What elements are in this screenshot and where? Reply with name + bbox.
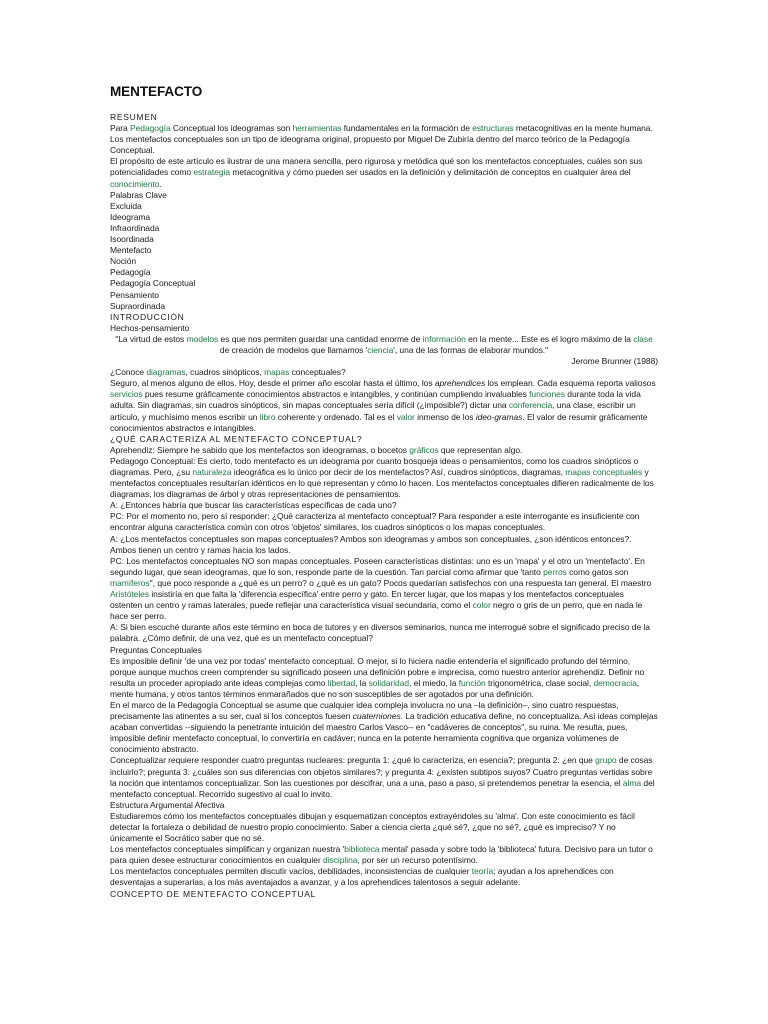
text-run: CONCEPTO DE MENTEFACTO CONCEPTUAL — [110, 888, 317, 899]
text-run: inmenso de los — [414, 411, 476, 422]
emphasis-text: aprehendices — [434, 378, 486, 389]
text-run: ', una de las formas de elaborar mundos." — [393, 344, 549, 355]
text-run: metacognitivas en la mente humana. — [513, 123, 653, 134]
text-run: Mentefacto — [110, 245, 152, 256]
text-run: . El valor de resumir gráficamente conocimientos abstractos e intangibles. — [110, 411, 648, 433]
keyword-link[interactable]: conferencia — [508, 400, 553, 411]
keyword-link[interactable]: teoría — [471, 866, 494, 877]
text-run: Es imposible definir 'de una vez por todas' mentefacto conceptual. O mejor, si lo hiciera nadie entendería el significado profundo del término, porque aunque muchos creen comprender su significado poseen una definición pobre e imprecisa, como nuestro anterior aprehendiz. Definir no resulta un proceder apropiado ante ideas complejas como — [110, 655, 645, 688]
text-run: mental' pasada y sobre todo la 'biblioteca' futura. Decisivo para un tutor o para quien desee estructurar conocimientos en cualquier — [110, 844, 653, 866]
text-run: Los mentefactos conceptuales simplifican y organizan nuestra ' — [110, 844, 345, 855]
paragraph — [110, 445, 658, 456]
text-run: Noción — [110, 256, 137, 267]
keyword-link[interactable]: solidaridad — [368, 677, 410, 688]
emphasis-text: ideo-gramas — [475, 411, 523, 422]
text-run: Estructura Argumental Afectiva — [110, 799, 225, 810]
keyword-link[interactable]: biblioteca — [344, 844, 380, 855]
paragraph — [110, 245, 658, 256]
paragraph — [110, 267, 658, 278]
text-run: Pensamiento — [110, 289, 159, 300]
text-run: ideográfica es lo único por decir de los mentefactos? Así, cuadros sinópticos, diagramas, — [231, 467, 566, 477]
text-run: Jerome Brunner (1988) — [571, 356, 658, 367]
text-run: Pedagogía Conceptual — [110, 278, 196, 289]
keyword-link[interactable]: libro — [259, 411, 276, 422]
text-run: El propósito de este artículo es ilustrar de una manera sencilla, pero rigurosa y metódica qué son los mentefactos conceptuales, cuáles son sus potencialidades como — [110, 156, 643, 178]
text-run: Hechos-pensamiento — [110, 322, 190, 333]
text-run: en la mente... Este es el logro máximo de la — [465, 333, 634, 344]
article — [110, 84, 658, 900]
text-run: A: ¿Los mentefactos conceptuales son mapas conceptuales? Ambos son ideogramas y ambos son conceptuales, ¿son idénticos entonces?. Ambos tienen un centro y ramas hacia los lados. — [110, 533, 632, 555]
paragraph — [110, 278, 658, 289]
text-run: ; ayudan a los aprehendices con desventajas a superarlas, a los más aventajados a avanzar, y a los aprehendices talentosos a seguir adelante. — [110, 866, 614, 888]
text-run: , mente humana, y otros tantos términos enmarañados que no son susceptibles de ser agotados por una definición. — [110, 677, 640, 699]
text-run: trigonométrica, clase social, — [485, 677, 594, 688]
paragraph — [110, 500, 658, 511]
keyword-link[interactable]: estrategia — [193, 167, 231, 178]
emphasis-text: cuaterniones — [352, 711, 401, 722]
paragraph — [110, 556, 658, 623]
keyword-link[interactable]: gráficos — [409, 444, 439, 455]
text-run: pues resume gráficamente conocimientos abstractos e intangibles, y continúan cumpliendo invaluables — [142, 389, 530, 400]
article-body — [110, 112, 658, 900]
text-run: negro o gris de un perro, que en nada le hace ser perro. — [110, 600, 643, 622]
paragraph — [110, 622, 658, 644]
paragraph — [110, 434, 658, 445]
keyword-link[interactable]: mapas conceptuales — [565, 467, 643, 477]
text-run: "La virtud de estos — [115, 333, 187, 344]
keyword-link[interactable]: diagramas — [146, 367, 186, 378]
text-run: Estudiaremos cómo los mentefactos conceptuales dibujan y esquematizan conceptos extrayéndoles su 'alma'. Con este conocimiento es fácil detectar la fortaleza o debilidad de nuestro propio conocimiento. Saber a ciencia cierta ¿qué sé?, ¿que no sé?, ¿qué es impreciso? Y no únicamente el Socrático saber que no sé. — [110, 810, 635, 844]
keyword-link[interactable]: funciones — [529, 389, 565, 400]
text-run: Los mentefactos conceptuales permiten discutir vacíos, debilidades, inconsistencias de cualquier — [110, 866, 472, 877]
text-run: , una clase, escribir un artículo, y muchísimo menos escribir un — [110, 400, 636, 422]
keyword-link[interactable]: función — [458, 677, 486, 688]
keyword-link[interactable]: libertad — [327, 677, 356, 688]
paragraph — [110, 378, 658, 433]
text-run: de cosas incluirlo?; pregunta 3: ¿cuáles son sus diferencias con objetos similares?; y pregunta 4: ¿existen subtipos suyos? Cuatro preguntas vertidas sobre la noción que intentamos conceptualizar. Son las cuestiones por descifrar, una a una, paso a paso, si pretendemos penetrar la esencia, el — [110, 755, 653, 788]
text-run: Infraordinada — [110, 222, 160, 233]
text-run: Aprehendiz: Siempre he sabido que los mentefactos son ideogramas, o bocetos — [110, 444, 410, 455]
text-run: PC: Los mentefactos conceptuales NO son mapas conceptuales. Poseen características distintas: uno es un 'mapa' y el otro un 'mentefacto'. En segundo lugar, que sean ideogramas, que lo son, responde parte de la cuestión. Tan parcial como afirmar que 'tanto — [110, 555, 645, 577]
keyword-link[interactable]: Aristóteles — [110, 589, 150, 600]
text-run: Excluida — [110, 200, 142, 211]
keyword-link[interactable]: democracia — [593, 677, 637, 688]
text-run: los emplean. Cada esquema reporta valiosos — [485, 378, 656, 389]
text-run: Seguro, al menos alguno de ellos. Hoy, desde el primer año escolar hasta el último, los — [110, 378, 435, 389]
text-run: Preguntas Conceptuales — [110, 644, 202, 655]
text-run: INTRODUCCIÓN — [110, 311, 185, 322]
text-run: Conceptualizar requiere responder cuatro preguntas nucleares: pregunta 1: ¿qué lo caracteriza, en esencia?; pregunta 2: ¿en que — [110, 755, 596, 766]
article-title: MENTEFACTO — [110, 84, 203, 99]
paragraph — [110, 511, 658, 533]
text-run: durante toda la vida adulta. Sin diagramas, sin cuadros sinópticos, sin mapas conceptuales sería difícil (¿imposible?) dictar una — [110, 389, 641, 411]
keyword-link[interactable]: ciencia — [367, 344, 394, 355]
keyword-link[interactable]: mapas — [264, 367, 290, 378]
paragraph — [110, 112, 658, 123]
paragraph — [110, 201, 658, 212]
paragraph — [110, 334, 658, 356]
text-run: PC: Por el momento no, pero sí responder: ¿Qué caracteriza al mentefacto conceptual? Para responder a este interrogante es insuficiente con encontrar alguna característica común con otros 'objetos' similares, los cuadros sinópticos o los mapas conceptuales. — [110, 511, 640, 533]
paragraph — [110, 134, 658, 156]
text-run: conceptuales? — [289, 367, 346, 378]
keyword-link[interactable]: modelos — [186, 333, 219, 344]
text-run: A: Si bien escuché durante años este término en boca de tutores y en diversos seminarios, nunca me interrogué sobre el significado preciso de la palabra. ¿Cómo definir, de una vez, qué es un mentefacto conceptual? — [110, 622, 650, 644]
text-run: es que nos permiten guardar una cantidad enorme de — [218, 333, 423, 344]
text-run: ¿Conoce — [110, 367, 147, 378]
text-run: Isoordinada — [110, 234, 154, 245]
paragraph — [110, 301, 658, 312]
text-run: que representan algo. — [438, 444, 523, 455]
paragraph — [110, 323, 658, 334]
text-run: insistiría en que falta la 'diferencia específica' entre perro y gato. En tercer lugar, que los mapas y los mentefactos conceptuales ostenten un centro y ramas laterales, puede reflejar una característica visual secundaria, como el — [110, 589, 624, 611]
text-run: . — [159, 178, 162, 189]
paragraph — [110, 367, 658, 378]
paragraph — [110, 356, 658, 367]
keyword-link[interactable]: clase — [633, 333, 653, 344]
paragraph — [110, 234, 658, 245]
text-run: , por ser un recurso potentísimo. — [357, 855, 478, 866]
text-run: Pedagogo Conceptual: Es cierto, todo mentefacto es un ideograma por cuanto bosqueja ideas o pensamientos, como los cuadros sinópticos o diagramas. Pero, ¿su — [110, 455, 639, 477]
keyword-link[interactable]: valor — [396, 411, 415, 422]
text-run: . La tradición educativa define, no conceptualiza. Así ideas complejas acaban convertidas --siguiendo la penetrante intuición del maestro Carlos Vasco-- en "cadáveres de conceptos", su ruina. Me resulta, pues, imposible definir mentefacto conceptual, lo convertiría en cadáver; nunca en la potente herramienta cognitiva que organiza volúmenes de conocimiento abstracto. — [110, 711, 658, 755]
text-run: , la — [355, 677, 369, 688]
text-run: coherente y ordenado. Tal es el — [275, 411, 397, 422]
paragraph — [110, 456, 658, 500]
text-run: fundamentales en la formación de — [341, 123, 473, 134]
keyword-link[interactable]: herramientas — [292, 123, 342, 134]
text-run: RESUMEN — [110, 112, 158, 122]
keyword-link[interactable]: disciplina — [323, 855, 358, 866]
text-run: En el marco de la Pedagogía Conceptual se asume que cualquier idea compleja involucra no una –la definición–, sino cuatro respuestas, precisamente las atinentes a su ser, cual si los conceptos fuesen — [110, 699, 619, 722]
paragraph — [110, 312, 658, 323]
text-run: Ideograma — [110, 211, 151, 222]
paragraph — [110, 290, 658, 301]
keyword-link[interactable]: información — [422, 333, 466, 344]
keyword-link[interactable]: color — [472, 600, 491, 611]
text-run: de creación de modelos que llamamos ' — [219, 344, 368, 355]
text-run: '', que poco responde a ¿qué es un perro? o ¿qué es un gato? Pocos quedarían satisfechos con una respuesta tan general. El maestro — [149, 577, 652, 588]
keyword-link[interactable]: alma — [622, 777, 642, 788]
text-run: como gatos son — [566, 566, 629, 577]
paragraph — [110, 645, 658, 656]
text-run: Pedagogía — [110, 267, 151, 278]
paragraph — [110, 534, 658, 556]
paragraph — [110, 811, 658, 844]
paragraph — [110, 755, 658, 799]
keyword-link[interactable]: estructuras — [472, 123, 514, 134]
paragraph — [110, 156, 658, 189]
text-run: A: ¿Entonces habría que buscar las características específicas de cada uno? — [110, 500, 397, 511]
text-run: Los mentefactos conceptuales son un tipo de ideograma original, propuesto por Miguel De Zubiría dentro del marco teórico de la Pedagogía Conceptual. — [110, 134, 630, 156]
text-run: , el miedo, la — [409, 677, 459, 688]
text-run: ¿QUÉ CARACTERIZA AL MENTEFACTO CONCEPTUAL? — [110, 433, 363, 444]
text-run: y mentefactos conceptuales resultarían idénticos en lo que representan y cómo lo hacen. Los mentefactos conceptuales difieren radicalmente de los diagramas, los diagramas de árbol y otras representaciones de pensamientos. — [110, 467, 654, 500]
text-run: Palabras Clave — [110, 189, 167, 200]
keyword-link[interactable]: mamíferos — [110, 577, 150, 588]
keyword-link[interactable]: naturaleza — [192, 467, 232, 477]
paragraph — [110, 700, 658, 755]
text-run: Supraordinada — [110, 300, 165, 311]
text-run: del mentefacto conceptual. Recorrido sugestivo al cual lo invito. — [110, 777, 655, 799]
keyword-link[interactable]: grupo — [595, 755, 617, 766]
paragraph — [110, 190, 658, 201]
paragraph — [110, 656, 658, 700]
keyword-link[interactable]: servicios — [110, 389, 143, 400]
paragraph — [110, 223, 658, 234]
paragraph — [110, 123, 658, 134]
paragraph — [110, 889, 658, 900]
keyword-link[interactable]: perros — [543, 566, 567, 577]
text-run: Para — [110, 123, 131, 134]
paragraph — [110, 256, 658, 267]
paragraph — [110, 844, 658, 866]
paragraph — [110, 800, 658, 811]
text-run: metacognitiva y cómo pueden ser usados en la definición y delimitación de conceptos en cualquier área del — [230, 167, 631, 178]
text-run: Conceptual los ideogramas son — [170, 123, 293, 134]
paragraph — [110, 212, 658, 223]
paragraph — [110, 866, 658, 888]
keyword-link[interactable]: Pedagogía — [130, 123, 171, 134]
keyword-link[interactable]: conocimiento — [110, 178, 160, 189]
text-run: , cuadros sinópticos, — [185, 367, 265, 378]
